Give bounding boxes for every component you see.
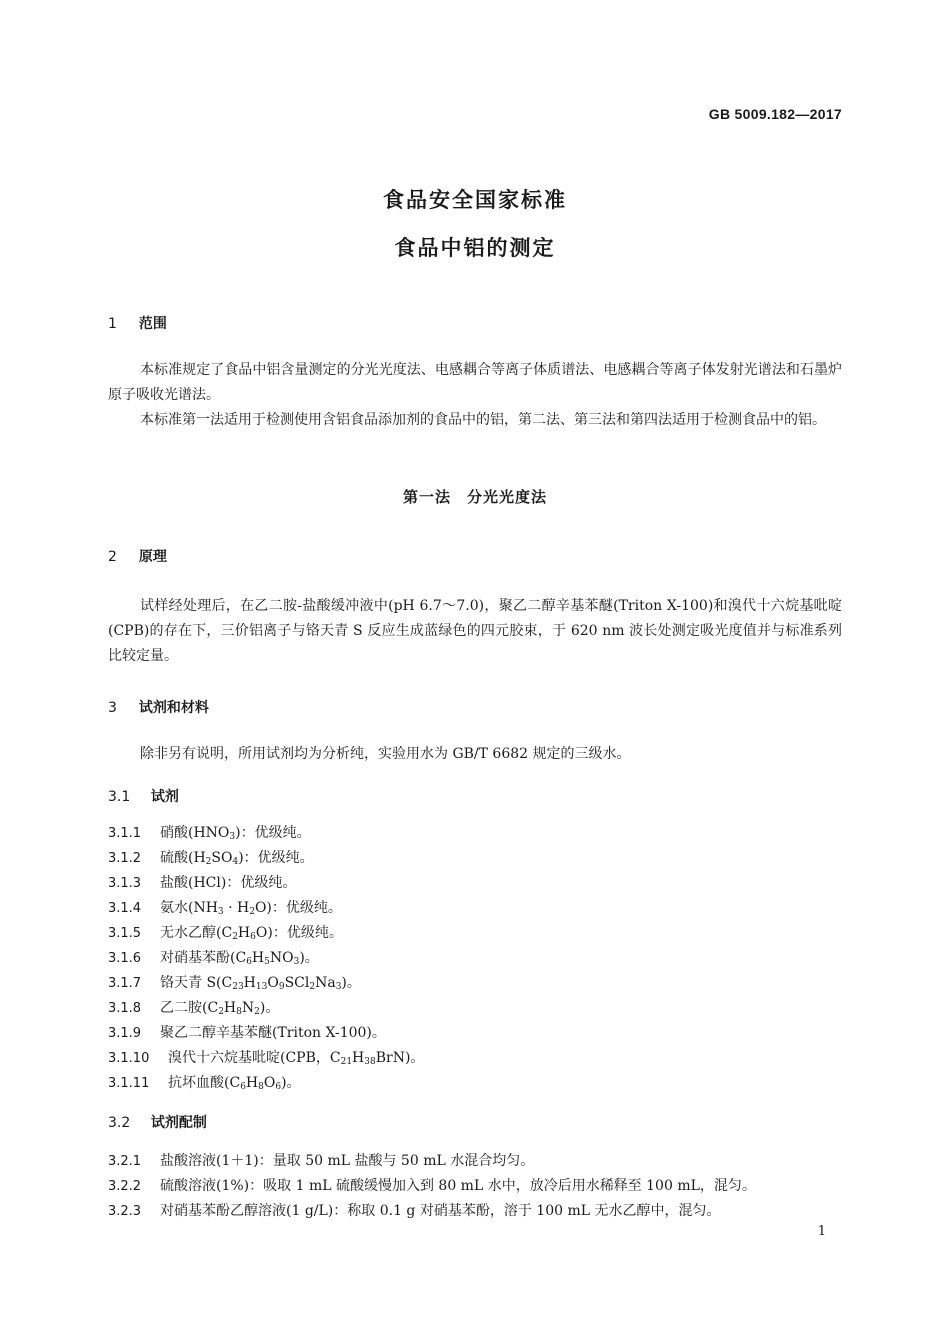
item-text: 硝酸(HNO xyxy=(160,825,230,841)
subscript: 5 xyxy=(264,957,270,967)
item-text: 对硝基苯酚乙醇溶液(1 g/L)：称取 0.1 g 对硝基苯酚，溶于 100 mL 无水乙醇中，混匀。 xyxy=(160,1203,721,1219)
reagent-item xyxy=(108,897,342,917)
principle-paragraph: 试样经处理后，在乙二胺-盐酸缓冲液中(pH 6.7～7.0)，聚乙二醇辛基苯醚(Triton X-100)和溴代十六烷基吡啶(CPB)的存在下，三价铝离子与铬天青 S 反应生成蓝绿色的四元胶束，于 620 nm 波长处测定吸光度值并与标准系列比较定量。 xyxy=(108,598,842,664)
item-text: 溴代十六烷基吡啶(CPB，C xyxy=(168,1050,341,1066)
subscript: 2 xyxy=(205,857,212,867)
section-number: 3.1 xyxy=(108,789,131,805)
item-text: )：优级纯。 xyxy=(238,850,314,866)
item-text: SCl xyxy=(284,975,310,991)
reagent-item xyxy=(108,922,343,942)
section-number: 3 xyxy=(108,700,117,716)
reagent-intro-paragraph: 除非另有说明，所用试剂均为分析纯，实验用水为 GB/T 6682 规定的三级水。 xyxy=(140,746,631,762)
subscript: 9 xyxy=(278,982,285,992)
item-text: O)：优级纯。 xyxy=(255,925,343,941)
item-text: O)：优级纯。 xyxy=(254,900,342,916)
section-title: 试剂和材料 xyxy=(138,700,209,716)
item-text: 盐酸溶液(1＋1)：量取 50 mL 盐酸与 50 mL 水混合均匀。 xyxy=(160,1153,535,1169)
item-text: 乙二胺(C xyxy=(160,1000,219,1016)
subscript: 6 xyxy=(240,1082,246,1092)
subsection-heading-reagents xyxy=(108,786,179,806)
reagent-item xyxy=(108,1022,386,1042)
document-subtitle: 食品中铝的测定 xyxy=(394,236,556,260)
item-text: · H xyxy=(223,900,250,916)
item-text: 对硝基苯酚(C xyxy=(160,950,247,966)
item-number: 3.1.2 xyxy=(108,851,142,866)
item-text: 无水乙醇(C xyxy=(160,925,233,941)
item-text: 聚乙二醇辛基苯醚(Triton X-100)。 xyxy=(160,1025,386,1041)
section-number: 3.2 xyxy=(108,1115,131,1131)
subscript: 23 xyxy=(232,982,244,992)
page-number: 1 xyxy=(817,1224,826,1239)
section-title: 范围 xyxy=(138,316,167,332)
scope-paragraph-2: 本标准第一法适用于检测使用含铝食品添加剂的食品中的铝，第二法、第三法和第四法适用于检测食品中的铝。 xyxy=(140,412,826,428)
item-text: H xyxy=(245,1075,259,1091)
reagent-item xyxy=(108,972,361,992)
item-text: H xyxy=(251,950,265,966)
section-heading-principle xyxy=(108,546,167,566)
item-number: 3.1.11 xyxy=(108,1076,150,1091)
subscript: 3 xyxy=(335,982,342,992)
subscript: 13 xyxy=(255,982,268,992)
reagent-item xyxy=(108,997,279,1017)
item-text: SO xyxy=(211,850,233,866)
section-number: 1 xyxy=(108,316,117,332)
item-text: N xyxy=(241,1000,255,1016)
subscript: 6 xyxy=(250,932,256,942)
item-number: 3.1.10 xyxy=(108,1051,150,1066)
item-text: 铬天青 S(C xyxy=(160,975,233,991)
item-text: H xyxy=(352,1050,365,1066)
section-heading-reagents xyxy=(108,697,209,717)
item-text: )。 xyxy=(341,975,361,991)
item-text: O xyxy=(263,1075,276,1091)
item-text: 硫酸溶液(1%)：吸取 1 mL 硫酸缓慢加入到 80 mL 水中，放冷后用水稀释至 100 mL，混匀。 xyxy=(160,1178,756,1194)
item-text: 盐酸(HCl)：优级纯。 xyxy=(160,875,297,891)
subscript: 8 xyxy=(258,1082,264,1092)
item-text: 氨水(NH xyxy=(160,900,218,916)
document-title: 食品安全国家标准 xyxy=(383,188,567,212)
reagent-item xyxy=(108,872,296,892)
item-number: 3.1.5 xyxy=(108,926,142,941)
subscript: 2 xyxy=(232,932,238,942)
item-text: 硫酸(H xyxy=(160,850,206,866)
standard-code: GB 5009.182—2017 xyxy=(708,106,842,122)
item-text: )。 xyxy=(281,1075,301,1091)
subscript: 4 xyxy=(232,857,239,867)
item-number: 3.1.3 xyxy=(108,876,142,891)
section-heading-scope xyxy=(108,313,167,333)
reagent-item xyxy=(108,847,314,867)
section-title: 原理 xyxy=(138,549,167,565)
subscript: 2 xyxy=(309,982,316,992)
item-text: )：优级纯。 xyxy=(235,825,311,841)
scope-paragraph-1: 本标准规定了食品中铝含量测定的分光光度法、电感耦合等离子体质谱法、电感耦合等离子体发射光谱法和石墨炉原子吸收光谱法。 xyxy=(108,362,842,403)
reagent-item xyxy=(108,1047,424,1067)
item-text: 抗坏血酸(C xyxy=(168,1075,241,1091)
item-text: H xyxy=(237,925,251,941)
item-text: O xyxy=(267,975,279,991)
reagent-item xyxy=(108,947,319,967)
item-text: )。 xyxy=(259,1000,280,1016)
section-title: 试剂 xyxy=(150,789,179,805)
item-number: 3.2.3 xyxy=(108,1204,142,1219)
item-number: 3.1.4 xyxy=(108,901,142,916)
reagent-item xyxy=(108,1072,301,1092)
item-text: BrN)。 xyxy=(375,1050,425,1066)
item-text: H xyxy=(223,1000,237,1016)
subscript: 38 xyxy=(364,1057,376,1067)
item-text: H xyxy=(243,975,256,991)
item-number: 3.2.2 xyxy=(108,1179,142,1194)
subscript: 3 xyxy=(229,832,236,842)
subscript: 6 xyxy=(246,957,252,967)
subscript: 6 xyxy=(275,1082,282,1092)
subscript: 8 xyxy=(236,1007,242,1017)
reagent-prep-item xyxy=(108,1150,534,1170)
subscript: 3 xyxy=(217,907,224,917)
item-number: 3.1.8 xyxy=(108,1001,142,1016)
item-number: 3.1.9 xyxy=(108,1026,142,1041)
subsection-heading-reagent-prep xyxy=(108,1112,207,1132)
section-number: 2 xyxy=(108,549,117,565)
item-number: 3.1.7 xyxy=(108,976,142,991)
item-text: Na xyxy=(315,975,336,991)
item-number: 3.2.1 xyxy=(108,1154,142,1169)
reagent-item xyxy=(108,822,311,842)
section-title: 试剂配制 xyxy=(150,1115,207,1131)
subscript: 2 xyxy=(249,907,255,917)
method-title: 第一法 分光光度法 xyxy=(402,488,547,506)
subscript: 2 xyxy=(254,1007,260,1017)
subscript: 2 xyxy=(218,1007,224,1017)
item-text: NO xyxy=(269,950,294,966)
item-text: )。 xyxy=(299,950,319,966)
item-number: 3.1.1 xyxy=(108,826,142,841)
subscript: 3 xyxy=(293,957,300,967)
reagent-prep-item xyxy=(108,1175,756,1195)
item-number: 3.1.6 xyxy=(108,951,142,966)
subscript: 21 xyxy=(340,1057,353,1067)
reagent-prep-item xyxy=(108,1200,720,1220)
